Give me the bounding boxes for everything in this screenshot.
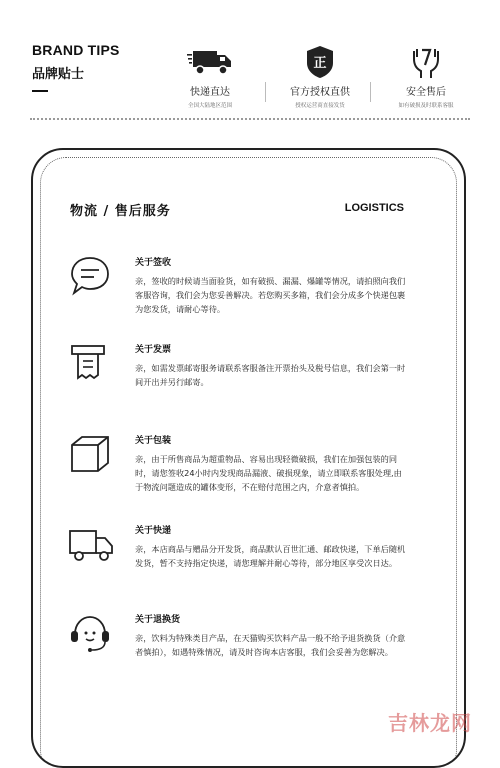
section-title: 物流 / 售后服务 (70, 204, 171, 219)
item-body: 亲，如需发票邮寄服务请联系客服备注开票抬头及税号信息，我们会第一时间开出并另行邮寄。 (135, 363, 406, 387)
item-body: 亲，由于所售商品为超重物品、容易出现轻微破损，我们在加强包装的同时，请您签收24小时内发现商品漏液、破损现象，请立即联系客服处理,由于物流问题造成的罐体变形，不在赔付范围之内，介意者慎拍。 (135, 454, 402, 492)
dotted-divider (30, 118, 470, 120)
feature-subtitle: 授权运营商直接发货 (295, 103, 345, 109)
chat-bubble-icon (68, 255, 112, 299)
feature-subtitle: 全国大陆地区范围 (187, 103, 232, 109)
feature-title: 快递直达 (190, 87, 230, 98)
item-body: 亲，饮料为特殊类目产品，在天猫购买饮料产品一般不给予退货换货（介意者慎拍），如遇特殊情况，请及时咨询本店客服，我们会妥善为您解决。 (135, 633, 406, 657)
item-body: 亲，签收的时候请当面验货，如有破损、漏漏、爆罐等情况，请拍照向我们客服咨询，我们会为您妥善解决。若您购买多箱，我们会分成多个快递包裹为您发货，请耐心等待。 (135, 276, 406, 314)
feature-title: 官方授权直供 (290, 87, 350, 98)
item-title: 关于快递 (135, 526, 172, 536)
feature-strip (170, 44, 485, 114)
brand-underline (32, 90, 48, 92)
feature-after-sale (376, 44, 476, 109)
item-title: 关于签收 (135, 258, 172, 268)
item-title: 关于发票 (135, 345, 172, 355)
feature-official (270, 44, 370, 109)
svg-text:正: 正 (313, 56, 327, 71)
headset-icon (68, 612, 112, 656)
brand-block (32, 42, 120, 92)
feature-divider (265, 82, 266, 102)
item-title: 关于退换货 (135, 615, 181, 625)
feature-fast-delivery (160, 44, 260, 109)
truck-icon (160, 44, 260, 80)
brand-title-en: BRAND TIPS (32, 42, 120, 58)
logistics-card (31, 148, 466, 768)
feature-divider (370, 82, 371, 102)
box-icon (68, 433, 112, 477)
feature-subtitle: 如有破损及时联系客服 (398, 103, 454, 109)
invoice-icon (68, 342, 112, 386)
watermark: 吉林龙网 (388, 711, 472, 735)
item-title: 关于包装 (135, 436, 172, 446)
brand-title-cn: 品牌贴士 (32, 67, 85, 82)
truck-icon (68, 523, 112, 567)
after-sale-icon (376, 44, 476, 80)
item-body: 亲，本店商品与赠品分开发货，商品默认百世汇通、邮政快递，下单后随机发货，暂不支持指定快递，请您理解并耐心等待，部分地区享受次日达。 (135, 544, 406, 568)
feature-title: 安全售后 (406, 87, 446, 98)
seal-icon (270, 44, 370, 80)
section-title-en: LOGISTICS (344, 202, 404, 214)
